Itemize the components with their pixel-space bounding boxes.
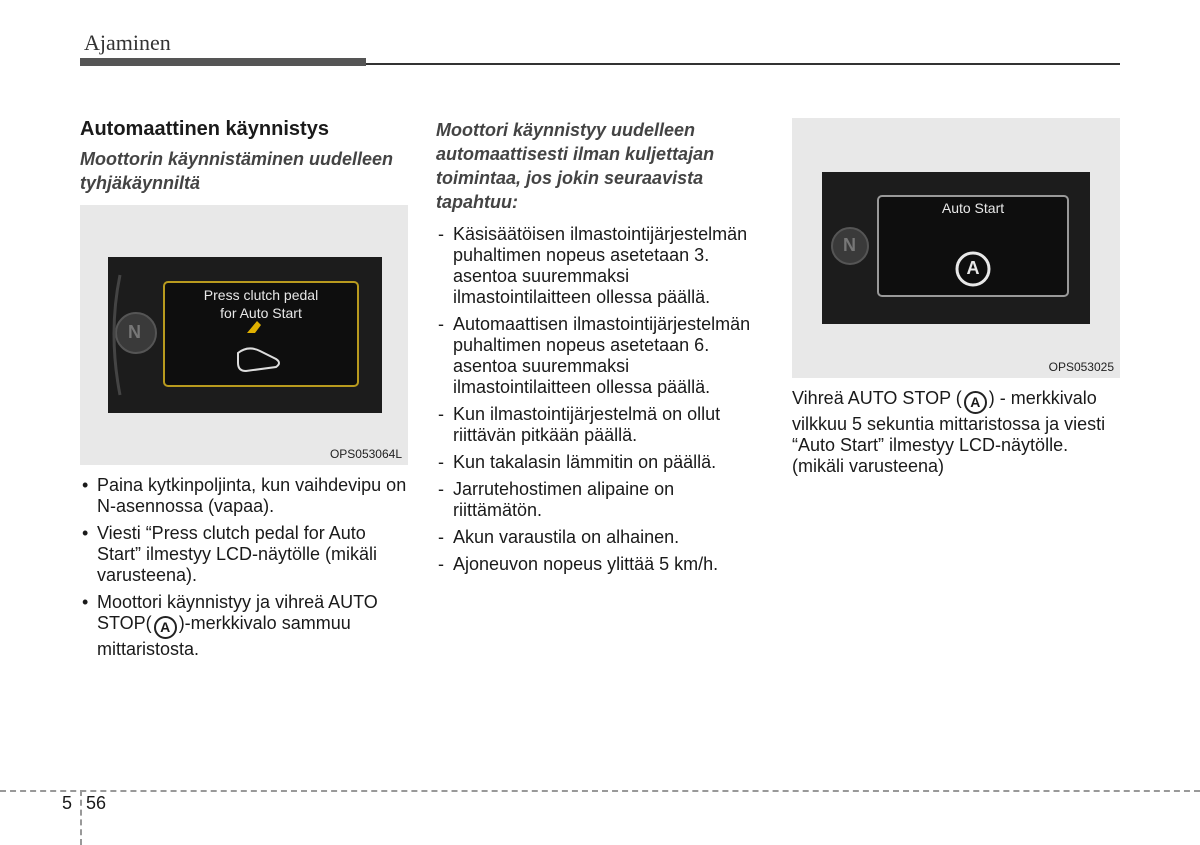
list-item: - Kun ilmastointijärjestelmä on ollut riittävän pitkään päällä. [436, 404, 764, 446]
fig1-n-label: N [128, 322, 141, 342]
fig1-line1: Press clutch pedal [203, 287, 319, 303]
list-item: - Käsisäätöisen ilmastointijärjestelmän puhaltimen nopeus asetetaan 3. asentoa suuremmaksi ilmastointilaitteen ollessa päällä. [436, 224, 764, 308]
section-title: Automaattinen käynnistys [80, 118, 329, 140]
column-right [792, 118, 1120, 477]
footer-rule [0, 790, 1200, 792]
figure-code: OPS053025 [1048, 360, 1114, 374]
auto-start-paragraph: Vihreä AUTO STOP ( A ) - merkkivalo vilkkuu 5 sekuntia mittaristossa ja viesti “Auto Start” ilmestyy LCD-näytölle. (mikäli varusteena) [792, 388, 1106, 476]
column-middle [436, 118, 764, 581]
auto-stop-icon: A [964, 391, 987, 414]
list-item: - Kun takalasin lämmitin on päällä. [436, 452, 764, 473]
footer-divider [80, 790, 82, 845]
fig2-title: Auto Start [941, 200, 1005, 216]
fig2-icon-letter: A [966, 258, 980, 278]
conditions-title: Moottori käynnistyy uudelleen automaattisesti ilman kuljettajan toimintaa, jos jokin seuraavista tapahtuu: [436, 120, 715, 212]
header-rule [366, 63, 1120, 65]
fig1-line2: for Auto Start [220, 305, 302, 321]
fig2-n-label: N [843, 235, 856, 255]
header-bar [80, 58, 366, 66]
list-item: • Moottori käynnistyy ja vihreä AUTO STOP( A )-merkkivalo sammuu mittaristosta. [80, 592, 408, 660]
list-item: • Viesti “Press clutch pedal for Auto Start” ilmestyy LCD-näytölle (mikäli varusteena). [80, 523, 408, 586]
list-item: - Jarrutehostimen alipaine on riittämätön. [436, 479, 764, 521]
steps-list [80, 475, 408, 660]
list-item: - Ajoneuvon nopeus ylittää 5 km/h. [436, 554, 764, 575]
cluster-illustration [792, 118, 1120, 378]
section-header: Ajaminen [84, 30, 171, 55]
chapter-number: 5 [62, 793, 73, 813]
conditions-list [436, 224, 764, 575]
figure-press-clutch [80, 205, 408, 465]
page-number: 56 [86, 793, 107, 813]
auto-stop-icon: A [154, 616, 177, 639]
subsection-title: Moottorin käynnistäminen uudelleen tyhjäkäynniltä [80, 149, 394, 193]
column-left [80, 118, 408, 666]
list-item: - Akun varaustila on alhainen. [436, 527, 764, 548]
figure-auto-start [792, 118, 1120, 378]
figure-code: OPS053064L [329, 447, 402, 461]
list-item: - Automaattisen ilmastointijärjestelmän puhaltimen nopeus asetetaan 6. asentoa suuremmaksi ilmastointilaitteen ollessa päällä. [436, 314, 764, 398]
list-item: • Paina kytkinpoljinta, kun vaihdevipu on N-asennossa (vapaa). [80, 475, 408, 517]
